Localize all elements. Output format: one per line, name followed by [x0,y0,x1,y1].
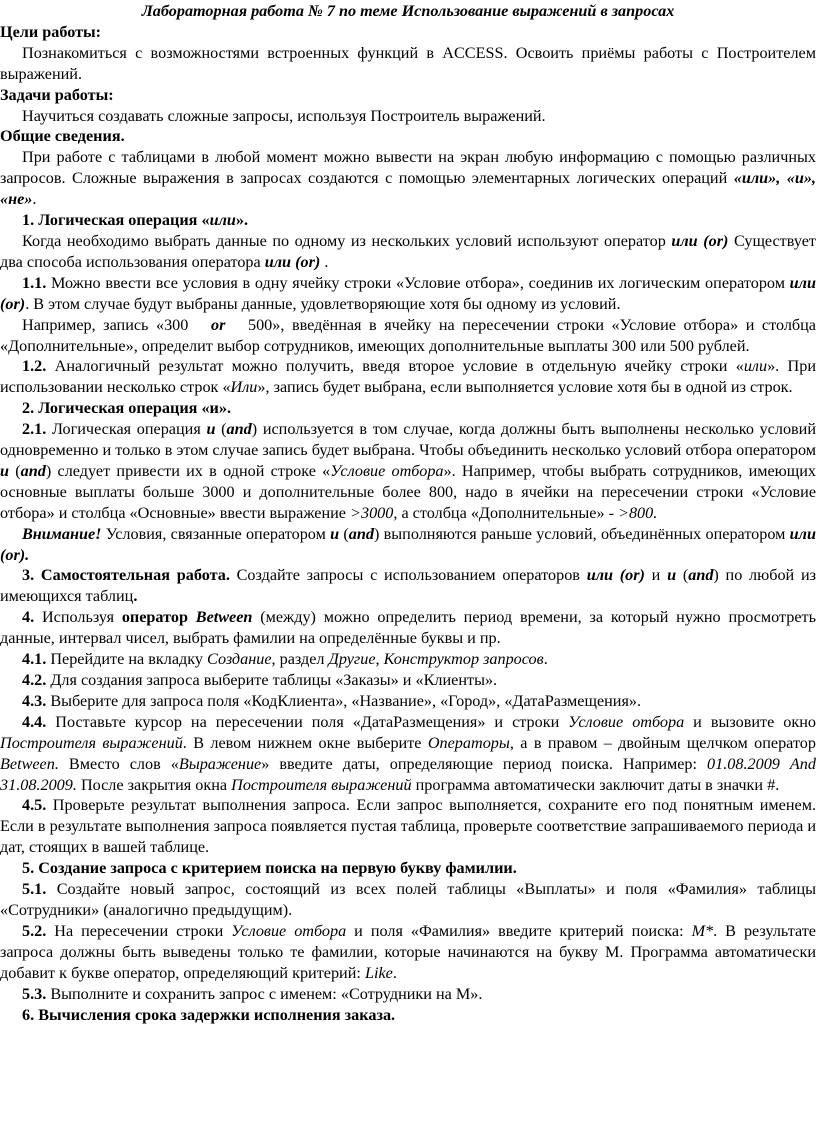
general-heading: Общие сведения. [0,127,125,146]
section-4-1: 4.1. Перейдите на вкладку Создание, раздел Другие, Конструктор запросов. [22,650,548,669]
attention-note: Внимание! Условия, связанные оператором и (and) выполняются раньше условий, объединённых оператором или (or). [0,524,816,564]
section-1-heading: 1. Логическая операция «или». [22,211,249,230]
section-4-3: 4.3. Выберите для запроса поля «КодКлиента», «Название», «Город», «ДатаРазмещения». [22,691,642,710]
tasks-text: Научиться создавать сложные запросы, используя Построитель выражений. [22,106,546,125]
section-5-3: 5.3. Выполните и сохранить запрос с именем: «Сотрудники на М». [22,984,483,1003]
section-1-2: 1.2. Аналогичный результат можно получить, введя второе условие в отдельную ячейку строки «или». При использовании несколько строк «Или», запись будет выбрана, если выполняется условие хотя бы в одной из строк. [0,357,816,397]
general-text: При работе с таблицами в любой момент можно вывести на экран любую информацию с помощью различных запросов. Сложные выражения в запросах создаются с помощью элементарных логических операций «или», «и», «не». [0,148,816,209]
section-6-heading: 6. Вычисления срока задержки исполнения заказа. [22,1005,396,1024]
section-5-1: 5.1. Создайте новый запрос, состоящий из всех полей таблицы «Выплаты» и поля «Фамилия» таблицы «Сотрудники» (аналогично предыдущим). [0,880,816,919]
section-5-2: 5.2. На пересечении строки Условие отбора и поля «Фамилия» введите критерий поиска: М*. В результате запроса должны быть выведены только те фамилии, которые начинаются на букву М. Программа автоматически добавит к букве оператор, определяющий критерий: Like. [0,921,816,982]
section-4-2: 4.2. Для создания запроса выберите таблицы «Заказы» и «Клиенты». [22,671,498,689]
goals-heading: Цели работы: [0,22,102,41]
tasks-heading: Задачи работы: [0,85,114,104]
section-5-heading: 5. Создание запроса с критерием поиска на первую букву фамилии. [22,859,517,878]
example-paragraph: Например, запись «300 or 500», введённая в ячейку на пересечении строки «Условие отбора» и столбца «Дополнительные», определит выбор сотрудников, имеющих дополнительные выплаты 300 или 500 рублей. [0,315,816,355]
section-3: 3. Самостоятельная работа. Создайте запросы с использованием операторов или (or) и и (and) по любой из имеющихся таблиц. [0,566,816,606]
document-page [0,1,816,1025]
page-title: Лабораторная работа № 7 по теме Использование выражений в запросах [141,2,675,20]
section-4: 4. Используя оператор Between (между) можно определить период времени, за который нужно просмотреть данные, интервал чисел, выбрать фамилии на определённые буквы и пр. [0,608,816,648]
goals-text: Познакомиться с возможностями встроенных функций в ACCESS. Освоить приёмы работы с Построителем выражений. [0,43,816,83]
section-2-1: 2.1. Логическая операция и (and) используется в том случае, когда должны быть выполнены несколько условий одновременно и только в этом случае запись будет выбрана. Чтобы объединить несколько условий отбора оператором и (and) следует привести их в одной строке «Условие отбора». Например, чтобы выбрать сотрудников, имеющих основные выплаты больше 3000 и дополнительные более 800, надо в ячейки на пересечении строки «Условие отбора» и столбца «Основные» ввести выражение >3000, а столбца «Дополнительные» - >800. [0,420,816,522]
section-4-5: 4.5. Проверьте результат выполнения запроса. Если запрос выполняется, сохраните его под понятным именем. Если в результате выполнения запроса появляется пустая таблица, проверьте соответствие запрашиваемого периода и дат, стоящих в вашей таблице. [0,796,816,857]
section-4-4: 4.4. Поставьте курсор на пересечении поля «ДатаРазмещения» и строки Условие отбора и вызовите окно Построителя выражений. В левом нижнем окне выберите Операторы, а в правом – двойным щелчком оператор Between. Вместо слов «Выражение» введите даты, определяющие период поиска. Например: 01.08.2009 And 31.08.2009. После закрытия окна Построителя выражений программа автоматически заключит даты в значки #. [0,712,816,794]
section-1-1: 1.1. Можно ввести все условия в одну ячейку строки «Условие отбора», соединив их логическим оператором или (or). В этом случае будут выбраны данные, удовлетворяющие хотя бы одному из условий. [0,273,816,313]
section-2-heading: 2. Логическая операция «и». [22,399,232,418]
section-1-text: Когда необходимо выбрать данные по одному из нескольких условий используют оператор или (or) Существует два способа использования оператора или (or) . [0,231,816,271]
